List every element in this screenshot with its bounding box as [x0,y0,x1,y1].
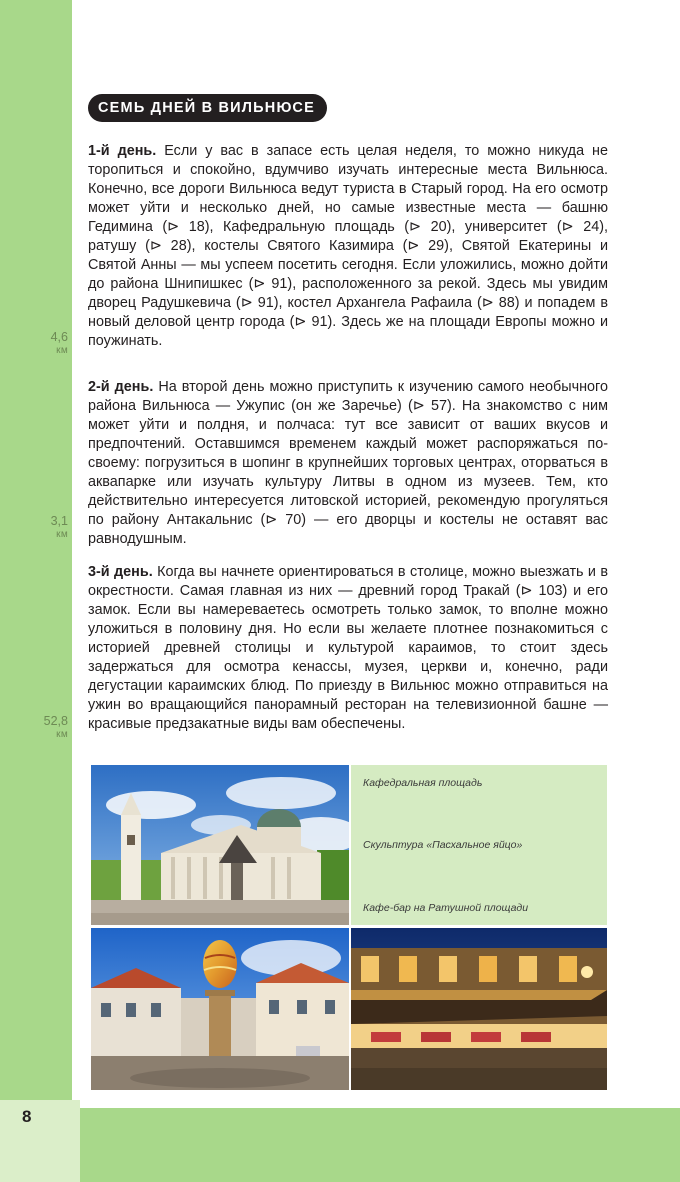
page-number: 8 [22,1107,32,1126]
day-2-lead: 2-й день. [88,379,154,395]
easter-egg-sculpture-photo [91,928,349,1090]
day-3-lead: 3-й день. [88,564,153,580]
day-1-text: Если у вас в запасе есть целая неделя, то можно никуда не торопиться и спокойно, вдумчиво изучать интересные места Вильнюса. Конечно, все дороги Вильнюса ведут туриста в Старый город. На его осмотр может уйти и несколько дней, но самые известные места — башню Гедимина (⊳ 18), Кафедральную площадь (⊳ 20), университет (⊳ 24), ратушу (⊳ 28), костелы Святого Казимира (⊳ 29), Святой Екатерины и Святой Анны — мы успеем посетить сегодня. Если уложились, можно дойти до района Шнипишкес (⊳ 91), расположенного за рекой. Здесь мы увидим дворец Радушкевича (⊳ 91), костел Архангела Рафаила (⊳ 88) и попадем в новый деловой центр города (⊳ 91). Здесь же на площади Европы можно и поужинать. [88,143,608,350]
day-2-distance [28,514,68,542]
day-3-paragraph [88,563,608,734]
cathedral-square-photo [91,765,349,925]
footer-band [80,1108,680,1182]
cafe-bar-photo [351,928,607,1090]
day-2-distance-unit: км [56,529,68,540]
footer-left-block [0,1100,80,1182]
day-1-distance-unit: км [56,345,68,356]
day-1-distance-value: 4,6 [50,330,68,344]
caption-cafe-bar: Кафе-бар на Ратушной площади [363,902,529,914]
day-3-distance [28,714,68,742]
day-3-text: Когда вы начнете ориентироваться в столице, можно выезжать и в окрестности. Самая главная из них — древний город Тракай (⊳ 103) и его замок. Если вы намереваетесь осмотреть только замок, то вполне можно уложиться в половину дня. Но если вы желаете плотнее познакомиться с историей древней столицы и культурой караимов, то стоит здесь задержаться для осмотра кенассы, музея, церкви и, конечно, ради дегустации караимских блюд. По приезду в Вильнюс можно отправиться на ужин во вращающийся панорамный ресторан на телевизионной башне — красивые предзакатные виды вам обеспечены. [88,564,608,733]
day-1-distance [28,330,68,358]
day-2-text: На второй день можно приступить к изучению самого необычного района Вильнюса — Ужупис (он же Заречье) (⊳ 57). На знакомство с ним может уйти и полдня, и полчаса: тут все зависит от ваших вкусов и предпочтений. Оставшимся временем каждый может распоряжаться по-своему: погрузиться в шопинг в крупнейших торговых центрах, оторваться в аквапарке или изучать культуру Литвы в одном из музеев. Тем, кто действительно интересуется литовской историей, рекомендую прогуляться по району Антакальнис (⊳ 70) — его дворцы и костелы не оставят вас равнодушным. [88,379,608,548]
day-3-distance-unit: км [56,729,68,740]
day-3-distance-value: 52,8 [43,714,68,728]
day-2-paragraph [88,378,608,549]
caption-easter-egg: Скульптура «Пасхальное яйцо» [363,839,523,851]
side-band [0,0,72,1100]
section-title: СЕМЬ ДНЕЙ В ВИЛЬНЮСЕ [88,94,327,122]
day-1-lead: 1-й день. [88,143,157,159]
caption-cathedral-square: Кафедральная площадь [363,777,483,789]
caption-box [351,765,607,925]
day-1-paragraph [88,142,608,352]
day-2-distance-value: 3,1 [50,514,68,528]
